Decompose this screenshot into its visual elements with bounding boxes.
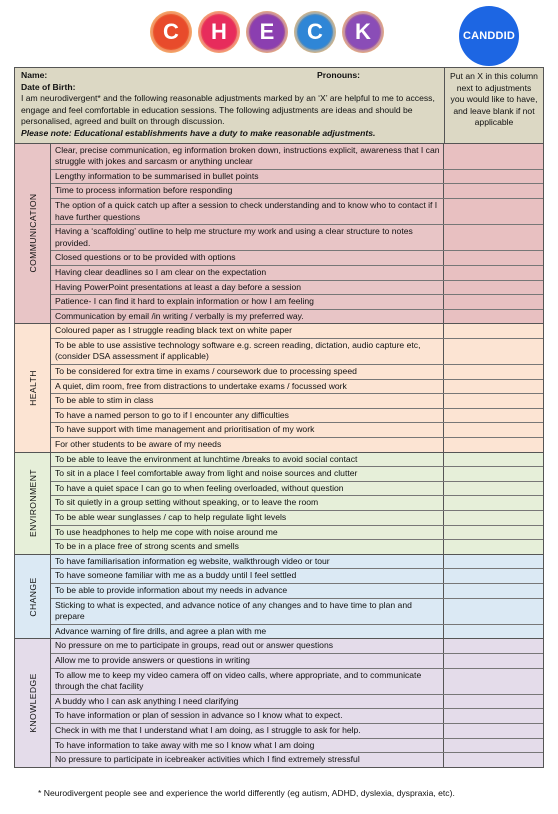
adjustment-row <box>51 467 543 482</box>
section-communication <box>15 144 543 325</box>
adjustment-text: The option of a quick catch up after a session to check understanding and to know who to contact if I have further questions <box>51 199 444 224</box>
section-label <box>15 453 51 554</box>
adjustment-text: To be considered for extra time in exams / coursework due to processing speed <box>51 365 444 379</box>
x-mark-cell[interactable] <box>444 695 543 709</box>
adjustment-row <box>51 584 543 599</box>
section-change <box>15 555 543 640</box>
x-mark-cell[interactable] <box>444 526 543 540</box>
adjustment-row <box>51 225 543 251</box>
adjustment-row <box>51 423 543 438</box>
logo-letter-c2: C <box>294 11 336 53</box>
x-mark-cell[interactable] <box>444 654 543 668</box>
x-mark-cell[interactable] <box>444 380 543 394</box>
adjustment-text: Allow me to provide answers or questions in writing <box>51 654 444 668</box>
x-mark-cell[interactable] <box>444 423 543 437</box>
adjustment-text: To have a named person to go to if I encounter any difficulties <box>51 409 444 423</box>
section-label-text: COMMUNICATION <box>27 193 38 273</box>
x-mark-cell[interactable] <box>444 482 543 496</box>
x-mark-cell[interactable] <box>444 739 543 753</box>
adjustment-row <box>51 281 543 296</box>
adjustment-text: To sit quietly in a group setting without speaking, or to leave the room <box>51 496 444 510</box>
dob-label: Date of Birth: <box>21 81 76 92</box>
adjustment-text: No pressure to participate in icebreaker activities which I find extremely stressful <box>51 753 444 767</box>
adjustment-row <box>51 654 543 669</box>
section-knowledge <box>15 639 543 766</box>
adjustment-row <box>51 753 543 767</box>
x-mark-cell[interactable] <box>444 251 543 265</box>
section-label <box>15 144 51 324</box>
adjustment-row <box>51 526 543 541</box>
x-mark-cell[interactable] <box>444 639 543 653</box>
section-label <box>15 639 51 766</box>
x-mark-cell[interactable] <box>444 438 543 452</box>
adjustment-text: For other students to be aware of my needs <box>51 438 444 452</box>
adjustment-text: Communication by email /in writing / verbally is my preferred way. <box>51 310 444 324</box>
footnote: * Neurodivergent people see and experience the world differently (eg autism, ADHD, dyslexia, dyspraxia, etc). <box>38 788 455 798</box>
adjustment-text: To have support with time management and prioritisation of my work <box>51 423 444 437</box>
adjustment-row <box>51 380 543 395</box>
adjustment-text: Coloured paper as I struggle reading black text on white paper <box>51 324 444 338</box>
adjustment-row <box>51 365 543 380</box>
adjustment-text: To be able to stim in class <box>51 394 444 408</box>
section-label <box>15 555 51 639</box>
adjustment-text: Having a ‘scaffolding’ outline to help me structure my work and using a clear structure to notes provided. <box>51 225 444 250</box>
adjustment-row <box>51 295 543 310</box>
adjustment-row <box>51 482 543 497</box>
adjustment-row <box>51 184 543 199</box>
adjustment-text: A quiet, dim room, free from distractions to undertake exams / focussed work <box>51 380 444 394</box>
intro-note: Please note: Educational establishments have a duty to make reasonable adjustments. <box>21 127 376 138</box>
adjustment-text: To be able wear sunglasses / cap to help regulate light levels <box>51 511 444 525</box>
adjustment-text: To be able to provide information about my needs in advance <box>51 584 444 598</box>
adjustment-text: No pressure on me to participate in groups, read out or answer questions <box>51 639 444 653</box>
adjustment-text: Sticking to what is expected, and advance notice of any changes and to have time to plan and prepare <box>51 599 444 624</box>
section-rows <box>51 144 543 324</box>
x-mark-cell[interactable] <box>444 310 543 324</box>
adjustment-text: Having clear deadlines so I am clear on the expectation <box>51 266 444 280</box>
column-instruction: Put an X in this column next to adjustments you would like to have, and leave blank if not applicable <box>450 71 538 128</box>
adjustment-text: Advance warning of fire drills, and agree a plan with me <box>51 625 444 639</box>
adjustment-text: Time to process information before responding <box>51 184 444 198</box>
check-logo <box>150 11 390 59</box>
x-mark-cell[interactable] <box>444 266 543 280</box>
section-rows <box>51 639 543 766</box>
x-mark-cell[interactable] <box>444 324 543 338</box>
canddid-logo: CANDDID <box>459 6 519 66</box>
x-mark-cell[interactable] <box>444 625 543 639</box>
name-label: Name: <box>21 70 48 80</box>
adjustment-text: Clear, precise communication, eg information broken down, instructions explicit, awareness that I can struggle with jokes and sarcasm or anything unclear <box>51 144 444 169</box>
adjustment-text: Patience- I can find it hard to explain information or how I am feeling <box>51 295 444 309</box>
adjustment-text: A buddy who I can ask anything I need clarifying <box>51 695 444 709</box>
x-mark-cell[interactable] <box>444 199 543 224</box>
section-label-text: CHANGE <box>27 576 38 617</box>
x-mark-cell[interactable] <box>444 281 543 295</box>
x-mark-cell[interactable] <box>444 144 543 169</box>
adjustment-row <box>51 144 543 170</box>
x-mark-cell[interactable] <box>444 669 543 694</box>
adjustment-row <box>51 199 543 225</box>
adjustment-row <box>51 511 543 526</box>
adjustment-row <box>51 724 543 739</box>
logo-letter-k: K <box>342 11 384 53</box>
x-mark-cell[interactable] <box>444 555 543 569</box>
x-mark-cell[interactable] <box>444 540 543 554</box>
adjustment-text: To allow me to keep my video camera off on video calls, where appropriate, and to communicate through the chat facility <box>51 669 444 694</box>
adjustment-row <box>51 695 543 710</box>
adjustments-table <box>14 67 544 768</box>
x-mark-cell[interactable] <box>444 569 543 583</box>
intro-text <box>15 68 445 143</box>
x-mark-cell[interactable] <box>444 496 543 510</box>
adjustment-text: Having PowerPoint presentations at least a day before a session <box>51 281 444 295</box>
x-mark-cell[interactable] <box>444 724 543 738</box>
adjustment-row <box>51 669 543 695</box>
section-rows <box>51 555 543 639</box>
adjustment-row <box>51 310 543 324</box>
section-rows <box>51 324 543 451</box>
adjustment-row <box>51 170 543 185</box>
logo-letter-h: H <box>198 11 240 53</box>
adjustment-text: To have familiarisation information eg website, walkthrough video or tour <box>51 555 444 569</box>
section-environment <box>15 453 543 555</box>
x-mark-cell[interactable] <box>444 184 543 198</box>
logo-letter-c1: C <box>150 11 192 53</box>
x-mark-cell[interactable] <box>444 511 543 525</box>
adjustment-row <box>51 266 543 281</box>
adjustment-row <box>51 453 543 468</box>
adjustment-text: Lengthy information to be summarised in bullet points <box>51 170 444 184</box>
adjustment-row <box>51 496 543 511</box>
x-mark-cell[interactable] <box>444 339 543 364</box>
x-mark-cell[interactable] <box>444 753 543 767</box>
adjustment-text: Closed questions or to be provided with options <box>51 251 444 265</box>
adjustment-text: To sit in a place I feel comfortable away from light and noise sources and clutter <box>51 467 444 481</box>
adjustment-row <box>51 251 543 266</box>
x-mark-cell[interactable] <box>444 584 543 598</box>
section-label-text: KNOWLEDGE <box>27 673 38 733</box>
adjustment-text: To be able to leave the environment at lunchtime /breaks to avoid social contact <box>51 453 444 467</box>
adjustment-row <box>51 709 543 724</box>
section-label-text: HEALTH <box>27 370 38 406</box>
adjustment-row <box>51 339 543 365</box>
x-mark-cell[interactable] <box>444 409 543 423</box>
adjustment-row <box>51 739 543 754</box>
x-mark-cell[interactable] <box>444 394 543 408</box>
intro-block <box>15 68 543 144</box>
section-label-text: ENVIRONMENT <box>27 469 38 538</box>
adjustment-text: To use headphones to help me cope with noise around me <box>51 526 444 540</box>
adjustment-row <box>51 438 543 452</box>
adjustment-row <box>51 569 543 584</box>
adjustment-row <box>51 324 543 339</box>
adjustment-row <box>51 639 543 654</box>
adjustment-row <box>51 540 543 554</box>
adjustment-row <box>51 409 543 424</box>
adjustment-text: To be able to use assistive technology software e.g. screen reading, dictation, audio capture etc, (consider DSA assessment if applicable) <box>51 339 444 364</box>
adjustment-text: To have a quiet space I can go to when feeling overloaded, without question <box>51 482 444 496</box>
adjustment-text: To have someone familiar with me as a buddy until I feel settled <box>51 569 444 583</box>
adjustment-row <box>51 599 543 625</box>
intro-body: I am neurodivergent* and the following reasonable adjustments marked by an ‘X’ are helpful to me to access, engage and feel comfortable in education sessions. The following adjustments are ideas and should be personalised, agreed and built on through discussion. <box>21 93 435 127</box>
adjustment-row <box>51 625 543 639</box>
section-rows <box>51 453 543 554</box>
pronouns-label: Pronouns: <box>317 70 360 80</box>
adjustment-row <box>51 555 543 570</box>
adjustment-text: Check in with me that I understand what I am doing, as I struggle to ask for help. <box>51 724 444 738</box>
x-mark-cell[interactable] <box>444 295 543 309</box>
x-mark-cell[interactable] <box>444 170 543 184</box>
x-mark-cell[interactable] <box>444 467 543 481</box>
x-mark-cell[interactable] <box>444 709 543 723</box>
adjustment-text: To be in a place free of strong scents and smells <box>51 540 444 554</box>
x-mark-cell[interactable] <box>444 365 543 379</box>
section-label <box>15 324 51 451</box>
adjustment-row <box>51 394 543 409</box>
x-mark-cell[interactable] <box>444 599 543 624</box>
section-health <box>15 324 543 452</box>
adjustment-text: To have information or plan of session in advance so I know what to expect. <box>51 709 444 723</box>
adjustment-text: To have information to take away with me so I know what I am doing <box>51 739 444 753</box>
x-mark-cell[interactable] <box>444 225 543 250</box>
x-mark-cell[interactable] <box>444 453 543 467</box>
logo-letter-e: E <box>246 11 288 53</box>
